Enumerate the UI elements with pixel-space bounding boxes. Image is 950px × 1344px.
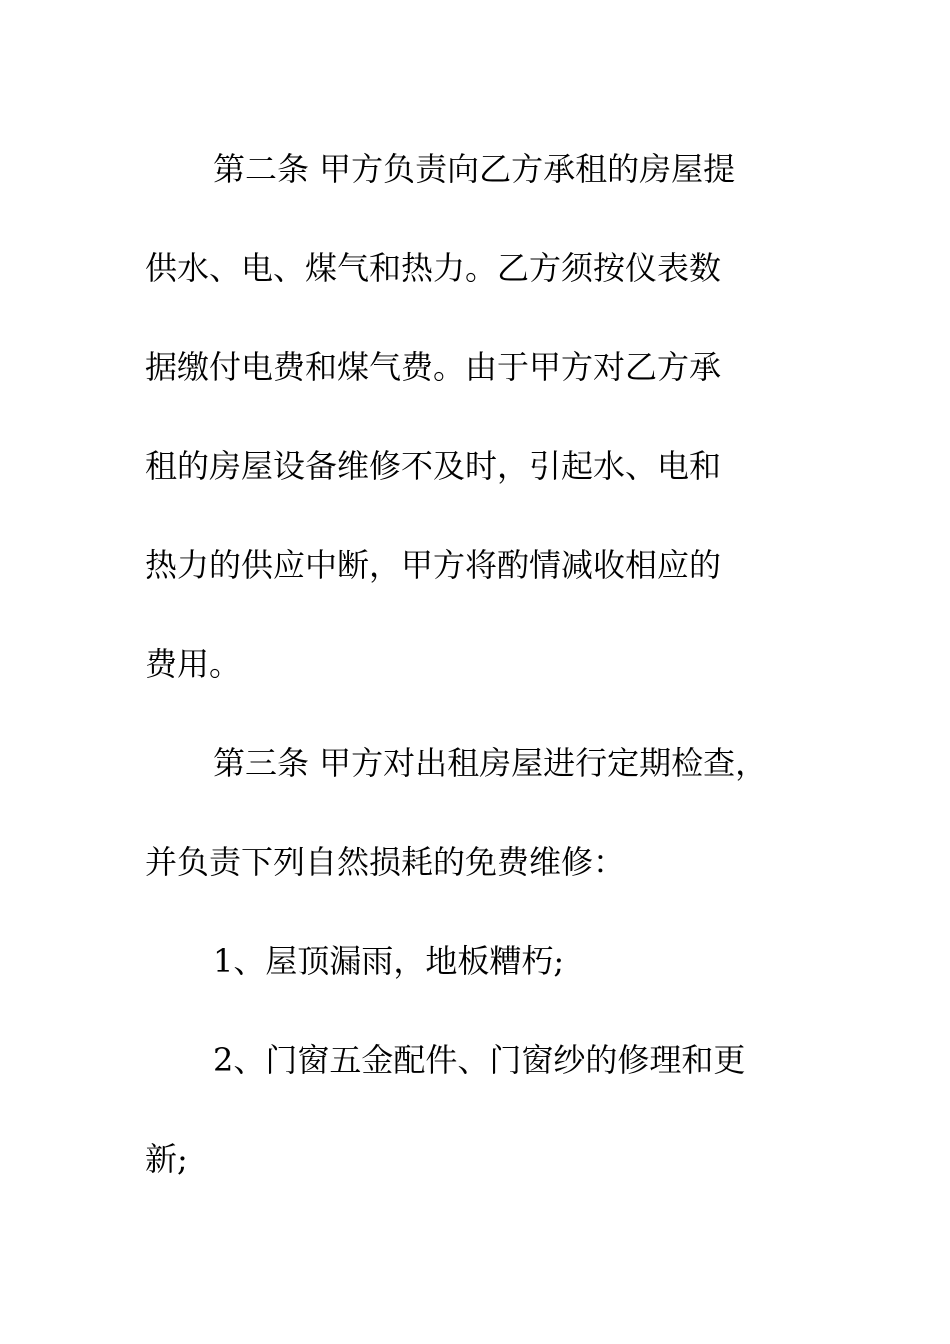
text-line: 新; [145, 1140, 188, 1178]
text-line: 费用。 [145, 645, 242, 683]
document-body [145, 120, 805, 1209]
text-line: 热力的供应中断，甲方将酌情减收相应的 [145, 546, 722, 584]
text-line: 据缴付电费和煤气费。由于甲方对乙方承 [145, 348, 722, 386]
text-line: 并负责下列自然损耗的免费维修： [145, 843, 626, 881]
text-line-article-3-start: 第三条 甲方对出租房屋进行定期检查， [213, 744, 768, 782]
list-item-2: 2、门窗五金配件、门窗纱的修理和更 [213, 1041, 746, 1079]
text-line: 供水、电、煤气和热力。乙方须按仪表数 [145, 249, 722, 287]
text-line-article-2-start: 第二条 甲方负责向乙方承租的房屋提 [213, 150, 736, 188]
list-item-1: 1、屋顶漏雨，地板糟朽; [213, 942, 565, 980]
text-line: 租的房屋设备维修不及时，引起水、电和 [145, 447, 722, 485]
